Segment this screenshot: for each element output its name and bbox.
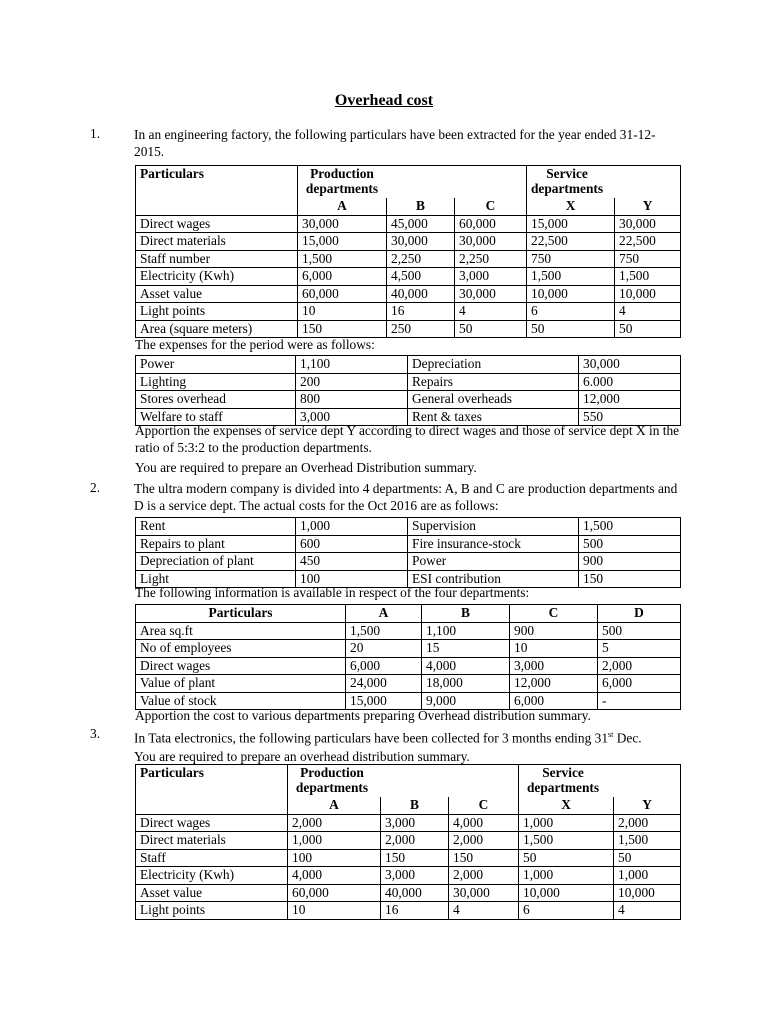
table-row: Direct wages 6,000 4,000 3,000 2,000	[136, 657, 681, 675]
q1-col-b: B	[387, 198, 455, 215]
table-row: Asset value 60,000 40,000 30,000 10,000 10,000	[136, 285, 681, 303]
q1-col-a: A	[298, 198, 387, 215]
table-row: Value of stock 15,000 9,000 6,000 -	[136, 692, 681, 710]
q2-departments-table	[135, 604, 681, 710]
q3-header-service: Service departments	[519, 765, 681, 798]
table-row: Light points 10 16 4 6 4	[136, 303, 681, 321]
table-row: Area (square meters) 150 250 50 50 50	[136, 320, 681, 338]
table-row: Repairs to plant 600 Fire insurance-stock 500	[136, 535, 681, 553]
table-row: Stores overhead 800 General overheads 12,000	[136, 391, 681, 409]
table-row: Electricity (Kwh) 6,000 4,500 3,000 1,500 1,500	[136, 268, 681, 286]
q3-col-x: X	[519, 797, 614, 814]
q3-header-particulars: Particulars	[136, 765, 288, 798]
document-title: Overhead cost	[334, 92, 434, 109]
table-row: Staff 100 150 150 50 50	[136, 849, 681, 867]
question-2-text: The ultra modern company is divided into 4 departments: A, B and C are production departments and D is a service dept. The actual costs for the Oct 2016 are as follows:	[134, 481, 678, 513]
question-2	[90, 480, 682, 514]
q3-col-y: Y	[614, 797, 681, 814]
question-3-text-2: You are required to prepare an overhead distribution summary.	[134, 749, 470, 765]
question-3-text: In Tata electronics, the following particulars have been collected for 3 months ending 31st Dec.	[134, 730, 642, 746]
table-row: Area sq.ft 1,500 1,100 900 500	[136, 622, 681, 640]
q1-expenses-table	[135, 355, 681, 426]
q3-header-production: Production departments	[288, 765, 519, 798]
table-row: Power 1,100 Depreciation 30,000	[136, 356, 681, 374]
q3-particulars-table	[135, 764, 681, 920]
table-row: Direct wages 30,000 45,000 60,000 15,000 30,000	[136, 215, 681, 233]
table-row: Light 100 ESI contribution 150	[136, 570, 681, 588]
q2-costs-table	[135, 517, 681, 588]
q1-header-service: Service departments	[527, 166, 681, 199]
q1-instruction-apportion: Apportion the expenses of service dept Y according to direct wages and those of service dept X in the ratio of 5:3:2 to the production departments.	[135, 423, 680, 456]
question-3	[90, 726, 682, 765]
q1-col-c: C	[455, 198, 527, 215]
table-row: Asset value 60,000 40,000 30,000 10,000 10,000	[136, 884, 681, 902]
q3-col-c: C	[449, 797, 519, 814]
table-row: Staff number 1,500 2,250 2,250 750 750	[136, 250, 681, 268]
table-row: Direct materials 15,000 30,000 30,000 22,500 22,500	[136, 233, 681, 251]
q2-instruction: Apportion the cost to various departments preparing Overhead distribution summary.	[135, 708, 591, 723]
table-row: Welfare to staff 3,000 Rent & taxes 550	[136, 408, 681, 426]
table-row: Lighting 200 Repairs 6.000	[136, 373, 681, 391]
table-row: No of employees 20 15 10 5	[136, 640, 681, 658]
q3-header-blank	[136, 797, 288, 814]
table-row: Direct wages 2,000 3,000 4,000 1,000 2,000	[136, 814, 681, 832]
q1-header-particulars: Particulars	[136, 166, 298, 199]
q1-header-blank	[136, 198, 298, 215]
q1-col-y: Y	[615, 198, 681, 215]
question-1	[90, 126, 682, 160]
question-3-number: 3.	[90, 726, 101, 741]
question-1-text: In an engineering factory, the following particulars have been extracted for the year ended 31-12-2015.	[134, 127, 656, 159]
table-row: Direct materials 1,000 2,000 2,000 1,500 1,500	[136, 832, 681, 850]
table-row: Electricity (Kwh) 4,000 3,000 2,000 1,000 1,000	[136, 867, 681, 885]
table-row: Depreciation of plant 450 Power 900	[136, 553, 681, 571]
q1-col-x: X	[527, 198, 615, 215]
q2-header-row: Particulars A B C D	[136, 605, 681, 623]
question-2-number: 2.	[90, 480, 101, 495]
document-title-block	[0, 92, 768, 110]
q3-col-b: B	[381, 797, 449, 814]
q3-col-a: A	[288, 797, 381, 814]
question-1-number: 1.	[90, 126, 101, 141]
q1-expenses-intro: The expenses for the period were as follows:	[135, 337, 375, 352]
q1-instruction-summary: You are required to prepare an Overhead Distribution summary.	[135, 460, 477, 475]
q1-particulars-table	[135, 165, 681, 338]
table-row: Rent 1,000 Supervision 1,500	[136, 518, 681, 536]
table-row: Light points 10 16 4 6 4	[136, 902, 681, 920]
table-row: Value of plant 24,000 18,000 12,000 6,000	[136, 675, 681, 693]
q2-info-intro: The following information is available in respect of the four departments:	[135, 585, 530, 600]
q1-header-production: Production departments	[298, 166, 527, 199]
